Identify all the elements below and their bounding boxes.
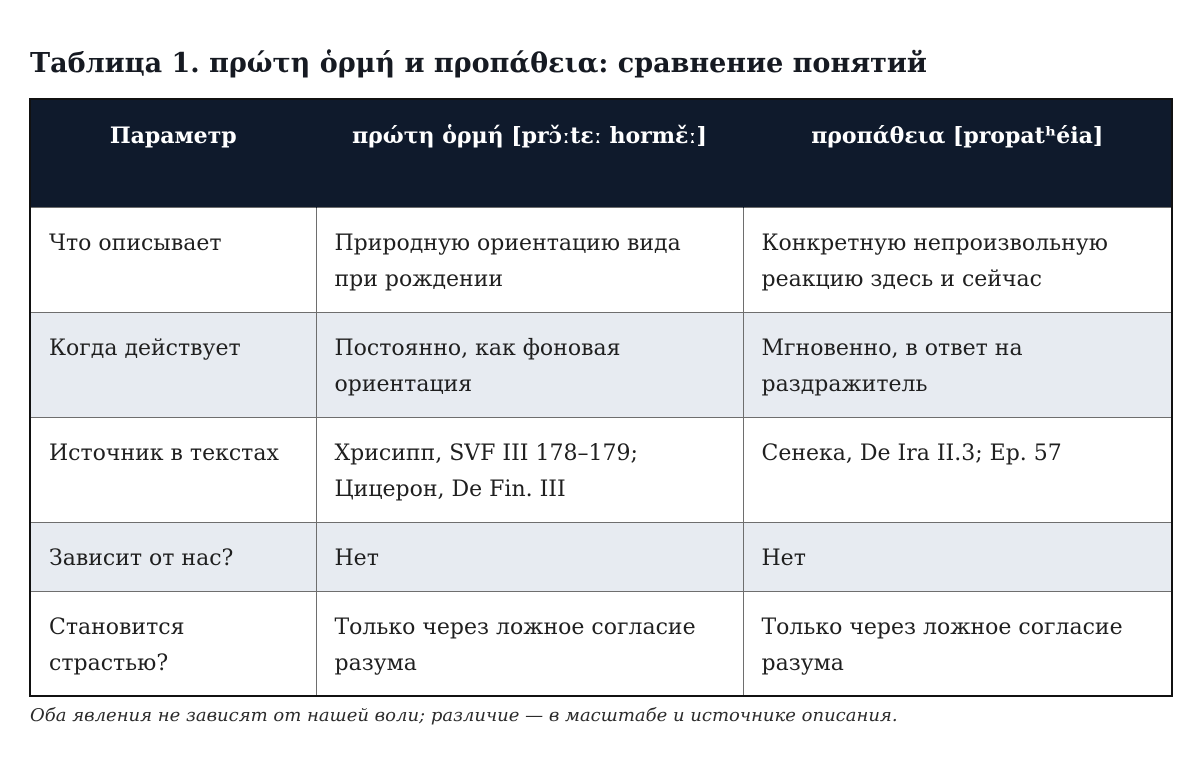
prote-horme-cell: Хрисипп, SVF III 178–179; Цицерон, De Fin. III [316,417,743,522]
row-parameter-cell: Зависит от нас? [30,522,316,591]
propatheia-cell: Нет [743,522,1172,591]
header-propatheia: προπάθεια [propatʰéia] [743,99,1172,207]
propatheia-cell: Конкретную непроизвольную реакцию здесь и сейчас [743,207,1172,312]
header-parameter: Параметр [30,99,316,207]
prote-horme-cell: Нет [316,522,743,591]
propatheia-cell: Мгновенно, в ответ на раздражитель [743,312,1172,417]
table-row [30,417,1172,522]
row-parameter-cell: Становится страстью? [30,591,316,696]
header-row [30,99,1172,207]
table-row [30,312,1172,417]
prote-horme-cell: Только через ложное согласие разума [316,591,743,696]
table-row [30,591,1172,696]
row-parameter-cell: Когда действует [30,312,316,417]
table-header [30,99,1172,207]
comparison-table [29,98,1173,697]
propatheia-cell: Сенека, De Ira II.3; Ep. 57 [743,417,1172,522]
row-parameter-cell: Источник в текстах [30,417,316,522]
table-title: Таблица 1. πρώτη ὁρμή и προπάθεια: сравнение понятий [30,48,927,79]
table-row [30,522,1172,591]
table-body [30,207,1172,696]
prote-horme-cell: Природную ориентацию вида при рождении [316,207,743,312]
header-prote-horme: πρώτη ὁρμή [prɔ̌ːtɛː hormɛ̌ː] [316,99,743,207]
propatheia-cell: Только через ложное согласие разума [743,591,1172,696]
row-parameter-cell: Что описывает [30,207,316,312]
table-row [30,207,1172,312]
table-footnote: Оба явления не зависят от нашей воли; различие — в масштабе и источнике описания. [30,705,898,726]
prote-horme-cell: Постоянно, как фоновая ориентация [316,312,743,417]
